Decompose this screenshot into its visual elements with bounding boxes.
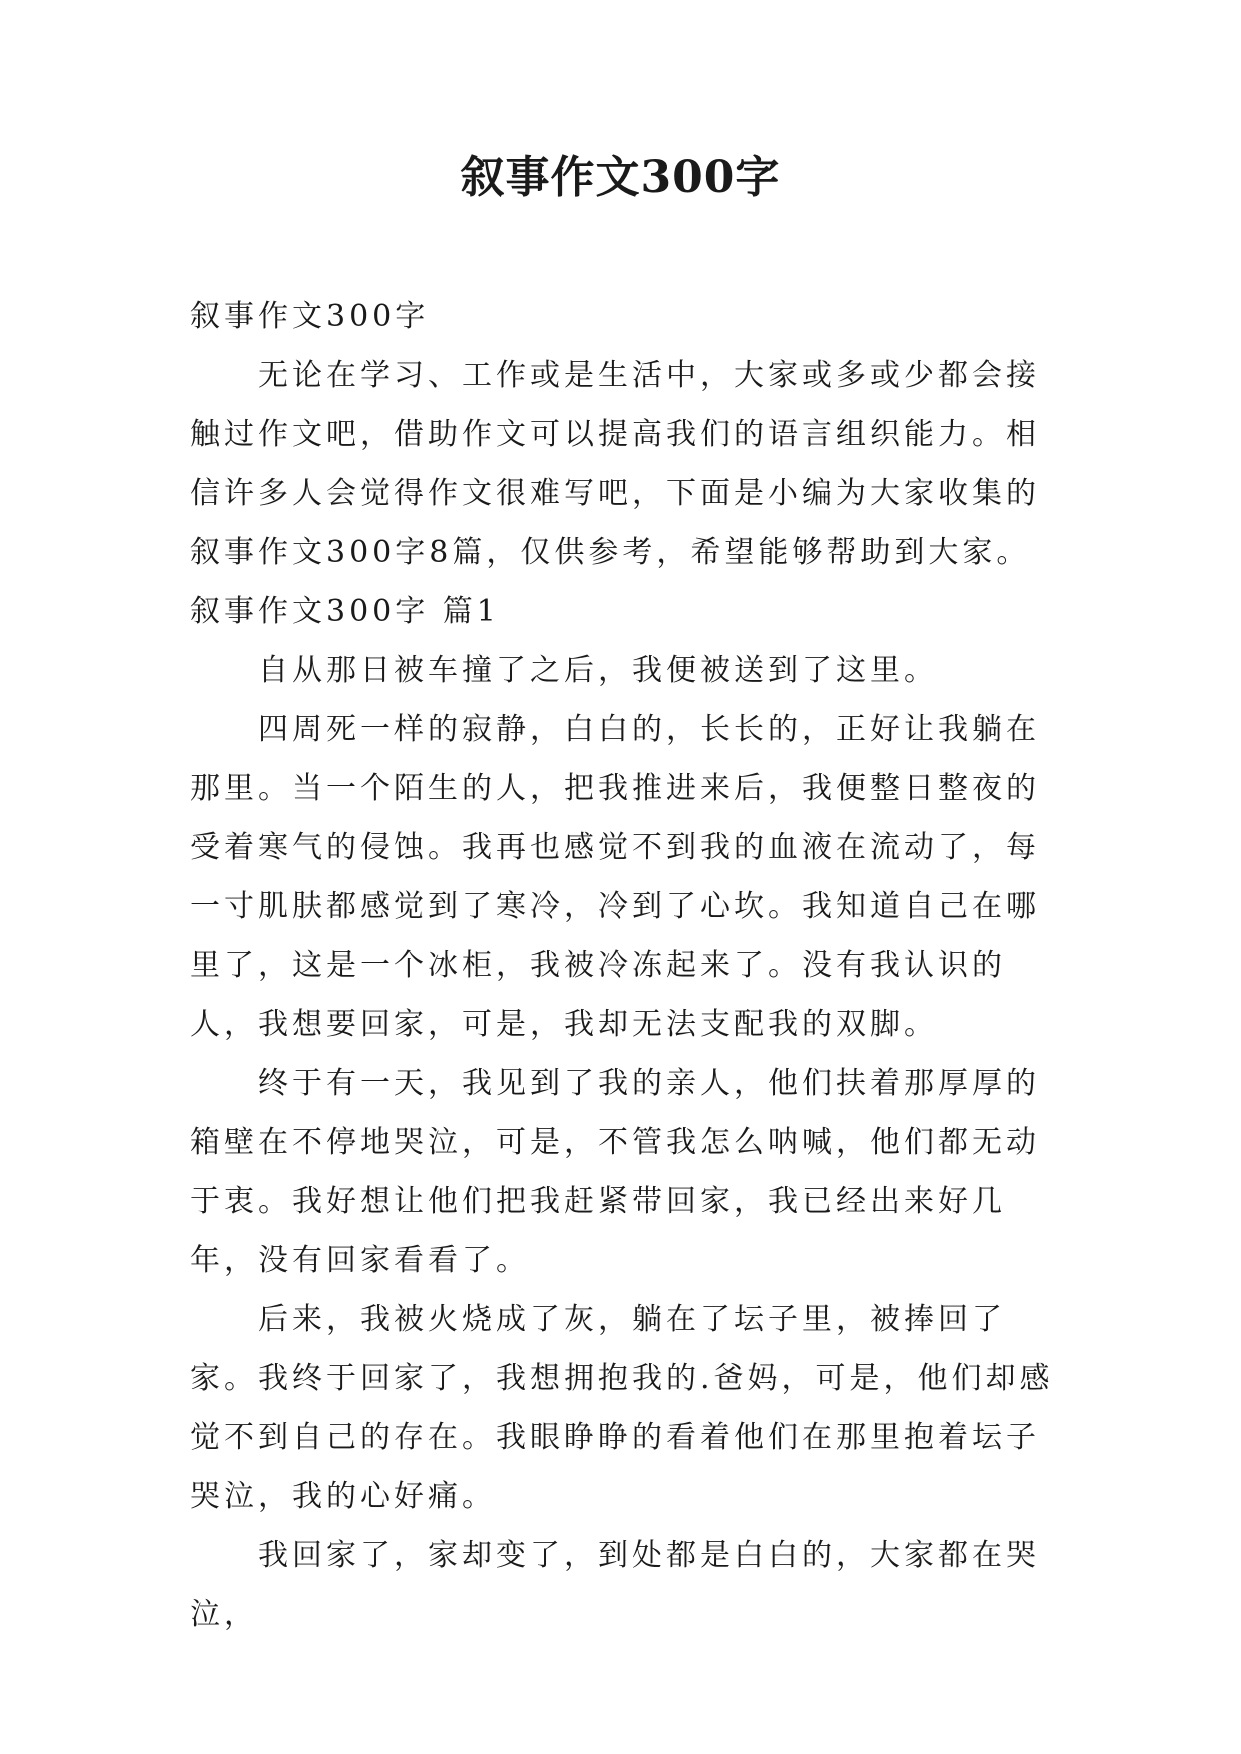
body-paragraph: 我回家了，家却变了，到处都是白白的，大家都在哭泣， xyxy=(190,1538,1040,1632)
body-paragraph: 四周死一样的寂静，白白的，长长的，正好让我躺在那里。当一个陌生的人，把我推进来后，我便整日整夜的受着寒气的侵蚀。我再也感觉不到我的血液在流动了，每一寸肌肤都感觉到了寒冷，冷到了心坎。我知道自己在哪里了，这是一个冰柜，我被冷冻起来了。没有我认识的人，我想要回家，可是，我却无法支配我的双脚。 xyxy=(190,712,1040,1042)
document-title: 叙事作文300字 xyxy=(460,152,781,203)
document-body xyxy=(190,287,1070,1644)
section-heading: 叙事作文300字 篇1 xyxy=(190,594,500,629)
intro-paragraph: 无论在学习、工作或是生活中，大家或多或少都会接触过作文吧，借助作文可以提高我们的语言组织能力。相信许多人会觉得作文很难写吧，下面是小编为大家收集的叙事作文300字8篇，仅供参考，希望能够帮助到大家。 xyxy=(190,358,1040,570)
body-paragraph: 后来，我被火烧成了灰，躺在了坛子里，被捧回了家。我终于回家了，我想拥抱我的.爸妈，可是，他们却感觉不到自己的存在。我眼睁睁的看着他们在那里抱着坛子哭泣，我的心好痛。 xyxy=(190,1302,1054,1514)
body-paragraph: 自从那日被车撞了之后，我便被送到了这里。 xyxy=(258,653,938,688)
body-paragraph: 终于有一天，我见到了我的亲人，他们扶着那厚厚的箱壁在不停地哭泣，可是，不管我怎么呐喊，他们都无动于衷。我好想让他们把我赶紧带回家，我已经出来好几年，没有回家看看了。 xyxy=(190,1066,1040,1278)
section-heading: 叙事作文300字 xyxy=(190,299,430,334)
